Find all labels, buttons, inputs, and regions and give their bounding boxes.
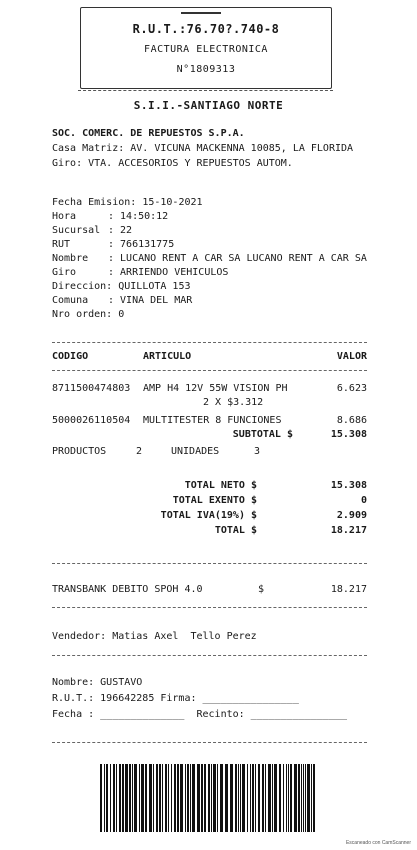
subtotal-value: 15.308 bbox=[330, 429, 367, 440]
divider bbox=[52, 607, 367, 608]
header-divider bbox=[78, 90, 333, 91]
issuer-rut: R.U.T.:76.70?.740-8 bbox=[132, 22, 280, 36]
issuer-address: Casa Matriz: AV. VICUNA MACKENNA 10085, LA FLORIDA bbox=[52, 143, 354, 154]
detail-fecha: Fecha Emision: 15-10-2021 bbox=[52, 197, 203, 208]
total-iva-value: 2.909 bbox=[336, 510, 367, 521]
payment-method: TRANSBANK DEBITO SPOH 4.0 bbox=[52, 584, 203, 595]
row-1-qty: 2 X $3.312 bbox=[203, 397, 264, 408]
row-1-value: 6.623 bbox=[336, 383, 367, 394]
divider bbox=[52, 655, 367, 656]
detail-hora: Hora : 14:50:12 bbox=[52, 211, 169, 222]
divider bbox=[52, 370, 367, 371]
col-header-valor: VALOR bbox=[336, 351, 367, 362]
document-number: N°1809313 bbox=[176, 64, 236, 75]
row-2-code: 5000026110504 bbox=[52, 415, 131, 426]
detail-comuna: Comuna : VINA DEL MAR bbox=[52, 295, 193, 306]
row-2-item: MULTITESTER 8 FUNCIONES bbox=[143, 415, 282, 426]
invoice-header-box bbox=[80, 7, 332, 89]
issuer-activity: Giro: VTA. ACCESORIOS Y REPUESTOS AUTOM. bbox=[52, 158, 293, 169]
total-neto-label: TOTAL NETO $ bbox=[184, 480, 257, 491]
issuer-name: SOC. COMERC. DE REPUESTOS S.P.A. bbox=[52, 128, 245, 139]
col-header-articulo: ARTICULO bbox=[143, 351, 192, 362]
total-exento-label: TOTAL EXENTO $ bbox=[172, 495, 257, 506]
barcode-icon bbox=[100, 764, 316, 832]
products-label: PRODUCTOS bbox=[52, 446, 107, 457]
divider bbox=[52, 563, 367, 564]
row-1-item: AMP H4 12V 55W VISION PH bbox=[143, 383, 288, 394]
total-label: TOTAL $ bbox=[214, 525, 257, 536]
scanner-watermark: Escaneado con CamScanner bbox=[345, 840, 411, 846]
receiver-rut-signature: R.U.T.: 196642285 Firma: ________________ bbox=[52, 693, 299, 704]
total-iva-label: TOTAL IVA(19%) $ bbox=[160, 510, 257, 521]
subtotal-label: SUBTOTAL $ bbox=[232, 429, 293, 440]
seller: Vendedor: Matias Axel Tello Perez bbox=[52, 631, 257, 642]
payment-currency: $ bbox=[258, 584, 265, 595]
detail-nombre: Nombre : LUCANO RENT A CAR SA LUCANO RENT A CAR SA bbox=[52, 253, 367, 264]
detail-rut: RUT : 766131775 bbox=[52, 239, 175, 250]
col-header-codigo: CODIGO bbox=[52, 351, 89, 362]
units-count: 3 bbox=[254, 446, 261, 457]
document-type: FACTURA ELECTRONICA bbox=[144, 44, 268, 55]
total-exento-value: 0 bbox=[360, 495, 367, 506]
units-label: UNIDADES bbox=[171, 446, 220, 457]
divider bbox=[52, 342, 367, 343]
detail-giro: Giro : ARRIENDO VEHICULOS bbox=[52, 267, 229, 278]
total-neto-value: 15.308 bbox=[330, 480, 367, 491]
detail-direccion: Direccion: QUILLOTA 153 bbox=[52, 281, 191, 292]
row-2-value: 8.686 bbox=[336, 415, 367, 426]
sii-office: S.I.I.-SANTIAGO NORTE bbox=[133, 99, 284, 112]
detail-sucursal: Sucursal : 22 bbox=[52, 225, 133, 236]
total-value: 18.217 bbox=[330, 525, 367, 536]
divider bbox=[52, 742, 367, 743]
detail-nro-orden: Nro orden: 0 bbox=[52, 309, 125, 320]
row-1-code: 8711500474803 bbox=[52, 383, 131, 394]
products-count: 2 bbox=[136, 446, 143, 457]
receiver-name: Nombre: GUSTAVO bbox=[52, 677, 143, 688]
receiver-date-site: Fecha : ______________ Recinto: ________________ bbox=[52, 709, 348, 720]
payment-amount: 18.217 bbox=[330, 584, 367, 595]
